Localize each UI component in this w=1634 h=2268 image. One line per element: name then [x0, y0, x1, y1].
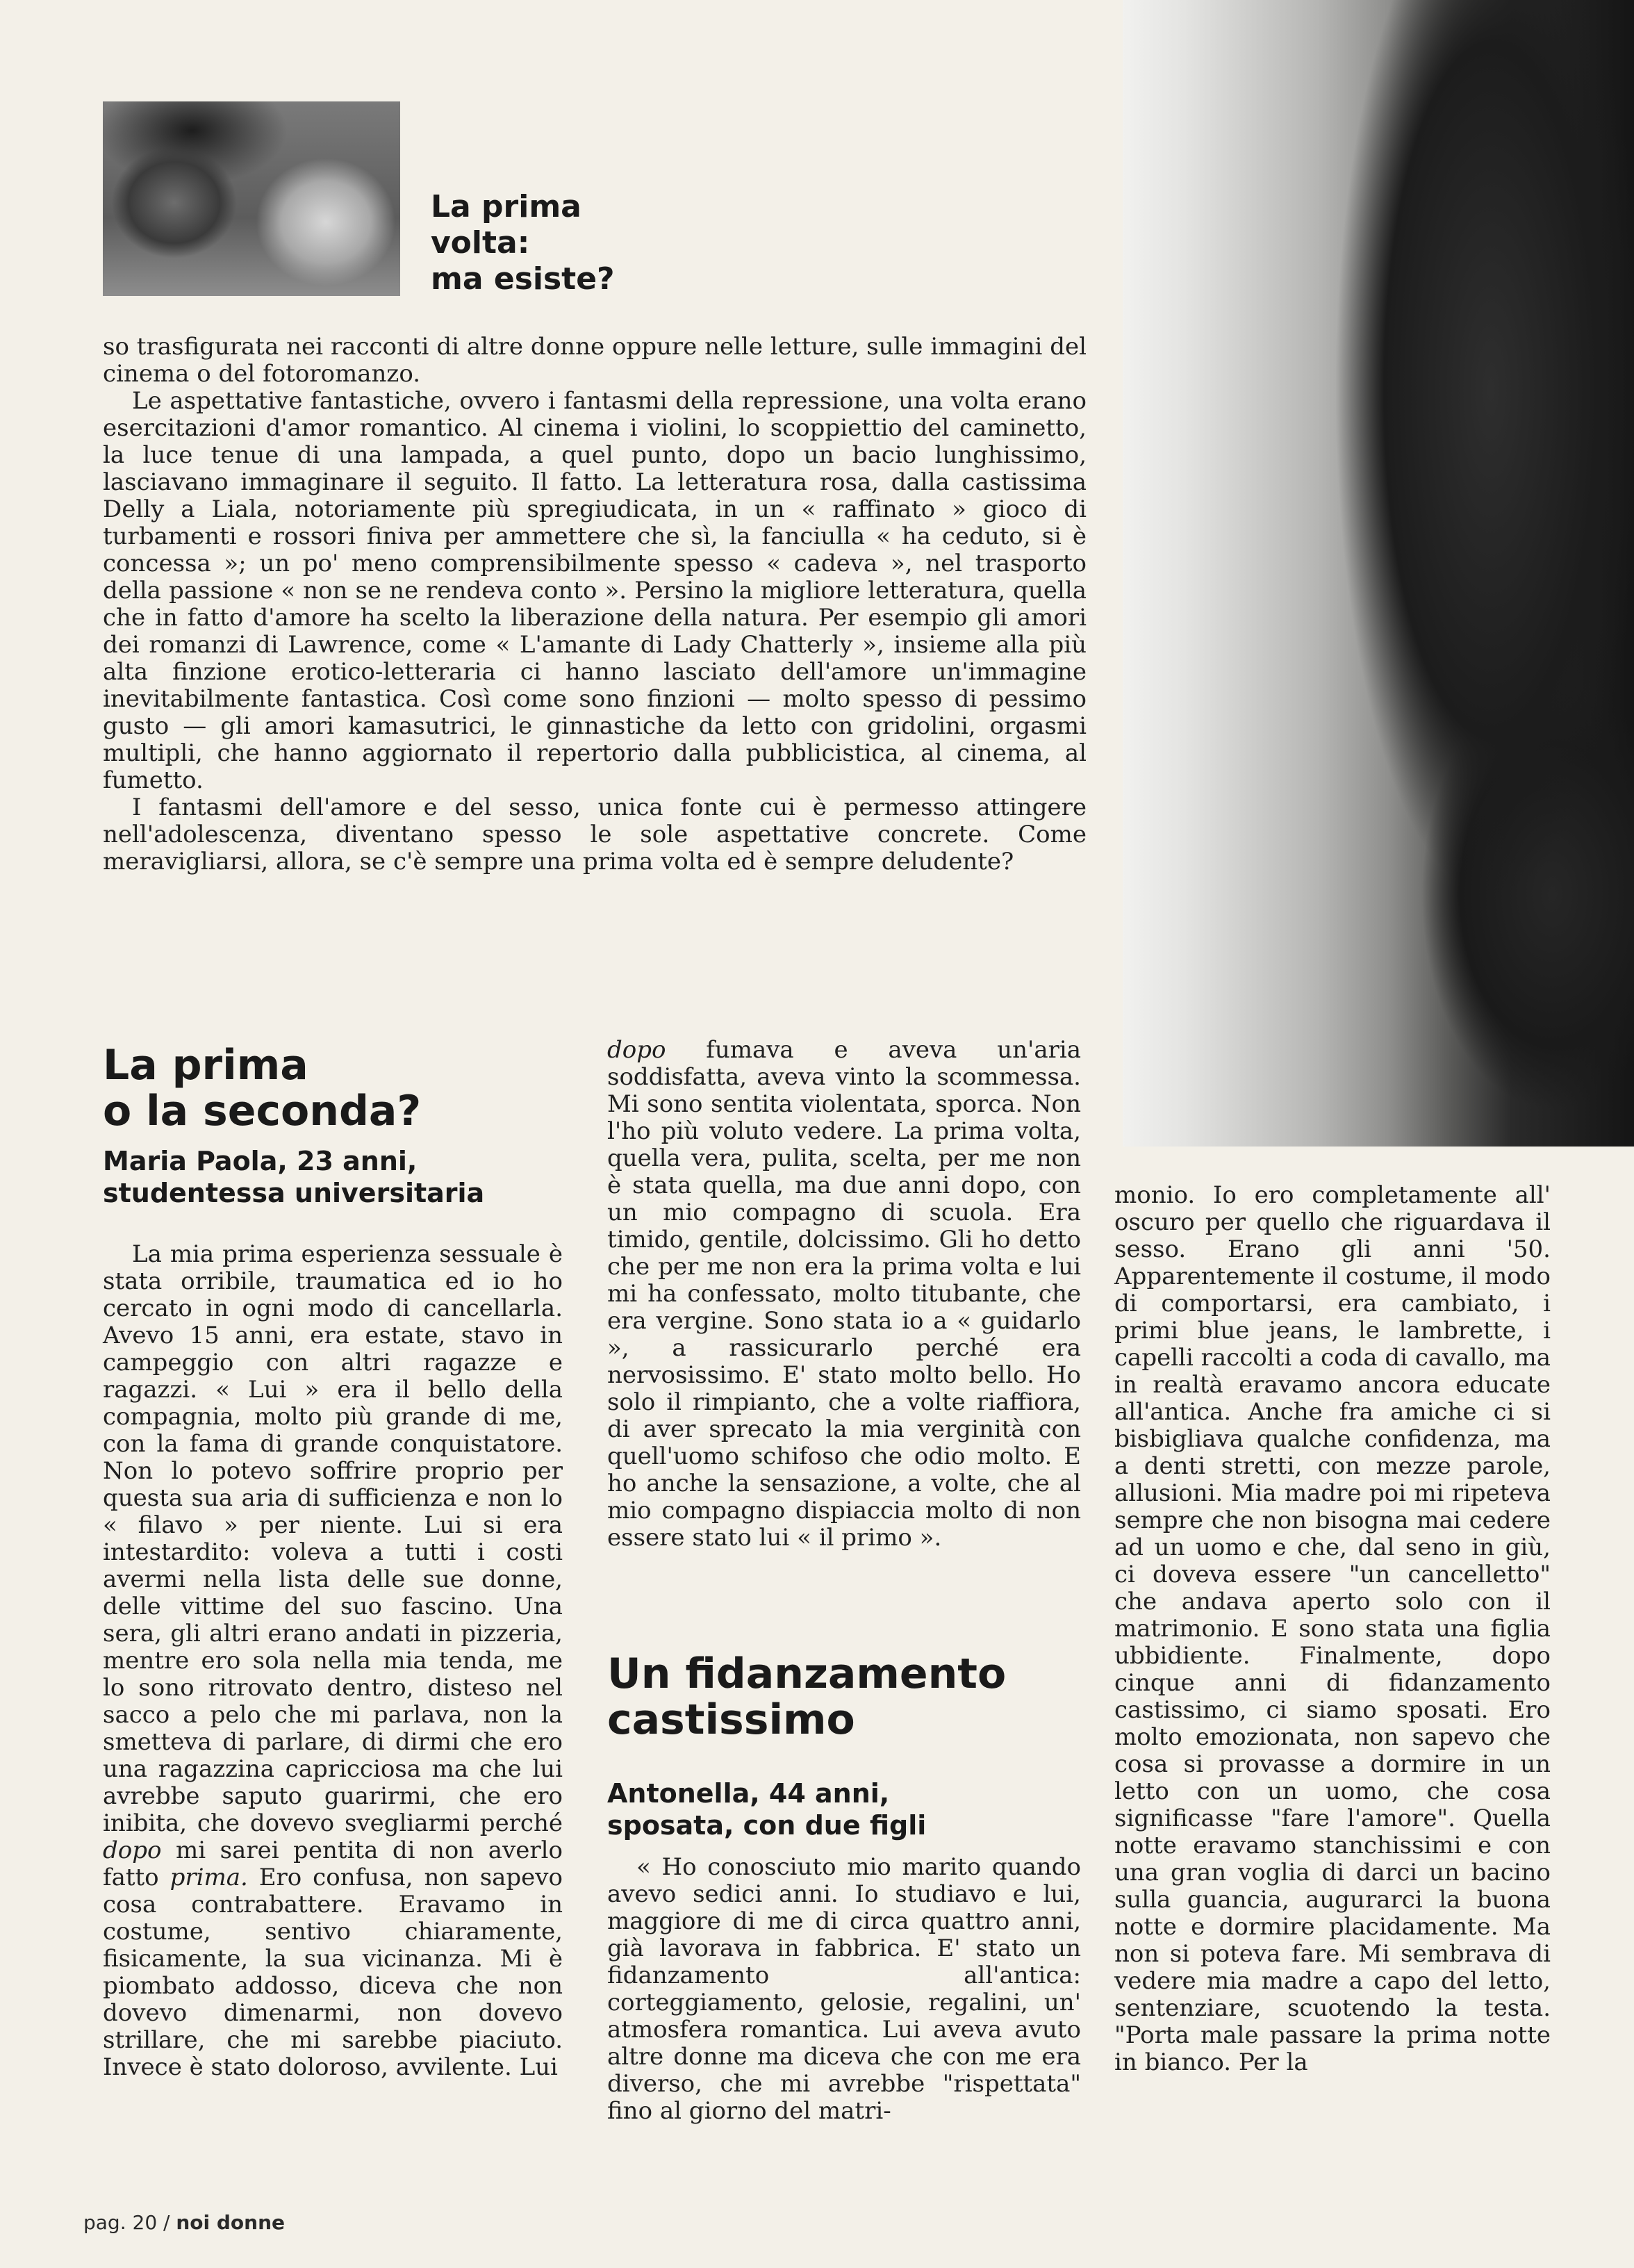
kicker-line: volta:: [431, 225, 530, 261]
kicker-headline: [431, 189, 615, 297]
page-number: pag. 20 /: [83, 2211, 170, 2234]
section1-title-line: La prima: [103, 1041, 308, 1090]
text-run: Ero confusa, non sapevo cosa contrabattere. Eravamo in costume, sentivo chiaramente, fisicamente, la sua vicinanza. Mi è piombato addosso, diceva che non dovevo dimenarmi, non dovevo strillare, che mi sarebbe piaciuto. Invece è stato doloroso, avvilente. Lui: [103, 1864, 563, 2081]
section2-title: [607, 1651, 1006, 1743]
top-photo: [103, 101, 400, 296]
section2-paragraph: monio. Io ero completamente all' oscuro per quello che riguardava il sesso. Erano gli anni '50. Apparentemente il costume, il modo di comportarsi, era cambiato, i primi blue jeans, le lambrette, i capelli raccolti a coda di cavallo, ma in realtà eravamo ancora educate all'antica. Anche fra amiche ci si bisbigliava qualche confidenza, ma a denti stretti, con mezze parole, allusioni. Mia madre poi mi ripeteva sempre che non bisogna mai cedere ad un uomo e che, dal seno in giù, ci doveva essere "un cancelletto" che andava aperto solo con il matrimonio. E sono stata una figlia ubbidiente. Finalmente, dopo cinque anni di fidanzamento castissimo, ci siamo sposati. Ero molto emozionata, non sapevo che cosa si provasse a dormire in un letto con un uomo, che cosa significasse "fare l'amore". Quella notte eravamo stanchissimi e con una gran voglia di darci un bacino sulla guancia, augurarci la buona notte e dormire placidamente. Ma non si poteva fare. Mi sembrava di vedere mia madre a capo del letto, sentenziare, scuotendo la testa. "Porta male passare la prima notte in bianco. Per la: [1114, 1181, 1551, 2076]
section2-byline-line: sposata, con due figli: [607, 1810, 927, 1841]
intro-paragraph: I fantasmi dell'amore e del sesso, unica fonte cui è permesso attingere nell'adolescenza, diventano spesso le sole aspettative concrete. Come meravigliarsi, allora, se c'è sempre una prima volta ed è sempre deludente?: [103, 794, 1087, 876]
section2-byline: [607, 1777, 926, 1841]
kicker-line: ma esiste?: [431, 261, 615, 297]
section1-byline-line: Maria Paola, 23 anni,: [103, 1146, 418, 1176]
section1-title-line: o la seconda?: [103, 1087, 422, 1135]
magazine-brand: noi donne: [176, 2211, 286, 2234]
side-profile-photo: [1123, 0, 1634, 1147]
section2-column3: [1114, 1182, 1551, 2076]
kicker-line: La prima: [431, 189, 581, 224]
text-run: fumava e aveva un'aria soddisfatta, aveva vinto la scommessa. Mi sono sentita violentata, sporca. Non l'ho più voluto vedere. La prima volta, quella vera, pulita, scelta, per me non è stata quella, ma due anni dopo, con un mio compagno di scuola. Era timido, gentile, dolcissimo. Gli ho detto che per me non era la prima volta e lui mi ha confessato, molto titubante, che era vergine. Sono stata io a « guidarlo », a rassicurarlo perché era nervosissimo. E' stato molto bello. Ho solo il rimpianto, che a volte riaffiora, di aver sprecato la mia verginità con quell'uomo schifoso che odio molto. E ho anche la sensazione, a volte, che al mio compagno dispiaccia molto di non essere stato lui « il primo ».: [607, 1036, 1081, 1552]
section2-byline-line: Antonella, 44 anni,: [607, 1778, 890, 1809]
emphasis: prima.: [170, 1864, 248, 1891]
intro-text: [103, 334, 1087, 876]
section2-title-line: Un fidanzamento: [607, 1650, 1007, 1698]
section1-byline-line: studentessa universitaria: [103, 1178, 485, 1208]
text-run: mi sarei pentita di non averlo fatto: [103, 1836, 563, 1891]
section1-column2: [607, 1037, 1081, 1552]
section1-column1: [103, 1241, 563, 2081]
section2-paragraph: « Ho conosciuto mio marito quando avevo sedici anni. Io studiavo e lui, maggiore di me di circa quattro anni, già lavorava in fabbrica. E' stato un fidanzamento all'antica: corteggiamento, gelosie, regalini, un' atmosfera romantica. Lui aveva avuto altre donne ma diceva che con me era diverso, che mi avrebbe "rispettata" fino al giorno del matri-: [607, 1853, 1081, 2125]
section1-paragraph: [103, 1241, 563, 2081]
section1-paragraph: [607, 1037, 1081, 1552]
intro-paragraph: so trasfigurata nei racconti di altre donne oppure nelle letture, sulle immagini del cinema o del fotoromanzo.: [103, 333, 1087, 388]
text-run: La mia prima esperienza sessuale è stata orribile, traumatica ed io ho cercato in ogni modo di cancellarla. Avevo 15 anni, era estate, stavo in campeggio con altri ragazze e ragazzi. « Lui » era il bello della compagnia, molto più grande di me, con la fama di grande conquistatore. Non lo potevo soffrire proprio per questa sua aria di sufficienza e non lo « filavo » per niente. Lui si era intestardito: voleva a tutti i costi avermi nella lista delle sue donne, delle vittime del suo fascino. Una sera, gli altri erano andati in pizzeria, mentre ero sola nella mia tenda, me lo sono ritrovato dentro, disteso nel sacco a pelo che mi parlava, non la smetteva di parlare, di dirmi che ero una ragazzina capricciosa ma che lui avrebbe saputo guarirmi, che ero inibita, che dovevo svegliarmi perché: [103, 1240, 563, 1837]
section1-byline: [103, 1145, 484, 1209]
intro-paragraph: Le aspettative fantastiche, ovvero i fantasmi della repressione, una volta erano esercitazioni d'amor romantico. Al cinema i violini, lo scoppiettio del caminetto, la luce tenue di una lampada, a quel punto, dopo un bacio lunghissimo, lasciavano immaginare il seguito. Il fatto. La letteratura rosa, dalla castissima Delly a Liala, notoriamente più spregiudicata, in un « raffinato » gioco di turbamenti e rossori finiva per ammettere che sì, la fanciulla « ha ceduto, si è concessa »; un po' meno comprensibilmente spesso « cadeva », nel trasporto della passione « non se ne rendeva conto ». Persino la migliore letteratura, quella che in fatto d'amore ha scelto la liberazione della natura. Per esempio gli amori dei romanzi di Lawrence, come « L'amante di Lady Chatterly », insieme alla più alta finzione erotico-letteraria ci hanno lasciato dell'amore un'immagine inevitabilmente fantastica. Così come sono finzioni — molto spesso di pessimo gusto — gli amori kamasutrici, le ginnastiche da letto con gridolini, orgasmi multipli, che hanno aggiornato il repertorio dalla pubblicistica, al cinema, al fumetto.: [103, 387, 1087, 794]
emphasis: dopo: [103, 1836, 162, 1864]
section1-title: [103, 1042, 421, 1134]
section2-title-line: castissimo: [607, 1695, 855, 1744]
page-footer: [83, 2211, 285, 2234]
section2-column2: [607, 1854, 1081, 2125]
emphasis: dopo: [607, 1036, 666, 1064]
